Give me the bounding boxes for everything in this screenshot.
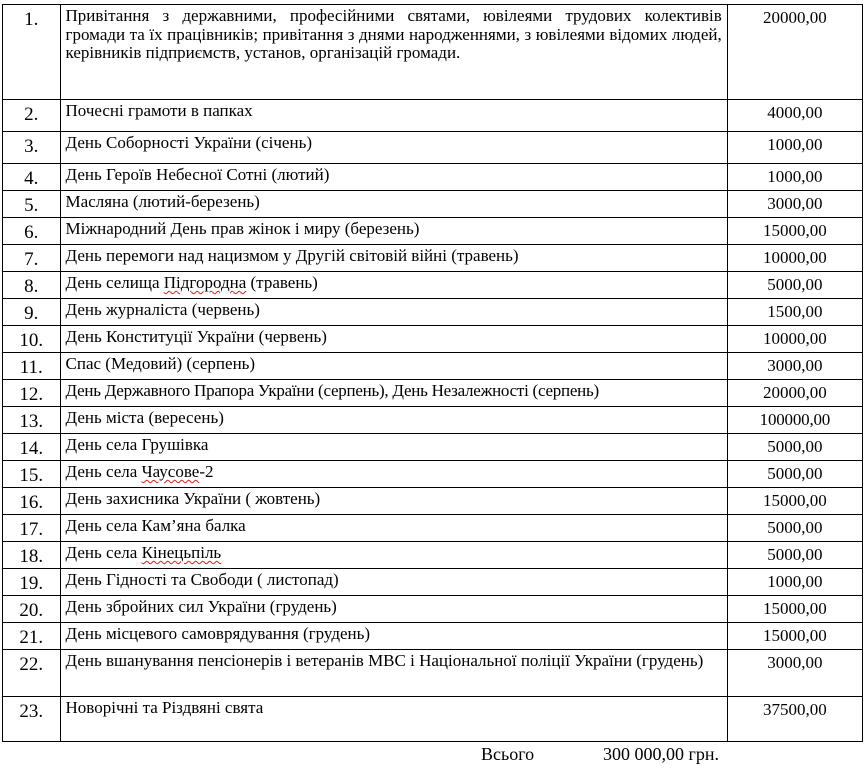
table-row	[3, 353, 863, 380]
table-row	[3, 191, 863, 218]
table-row	[3, 272, 863, 299]
table-row	[3, 650, 863, 697]
row-number: 2.	[3, 100, 61, 132]
row-amount: 20000,00	[727, 380, 862, 407]
row-amount: 5000,00	[727, 461, 862, 488]
table-row	[3, 218, 863, 245]
row-amount: 10000,00	[727, 326, 862, 353]
row-amount: 3000,00	[727, 353, 862, 380]
table-row	[3, 488, 863, 515]
row-title-prefix: День села	[65, 543, 142, 562]
row-number: 11.	[3, 353, 61, 380]
table-row	[3, 407, 863, 434]
table-row	[3, 515, 863, 542]
total-label: Всього	[481, 744, 535, 764]
row-title: День захисника України ( жовтень)	[60, 488, 727, 515]
row-amount: 3000,00	[727, 650, 862, 697]
row-number: 12.	[3, 380, 61, 407]
row-amount: 15000,00	[727, 623, 862, 650]
row-amount: 37500,00	[727, 697, 862, 742]
row-title	[60, 272, 727, 299]
row-amount: 5000,00	[727, 272, 862, 299]
row-amount: 5000,00	[727, 542, 862, 569]
row-title: День Гідності та Свободи ( листопад)	[60, 569, 727, 596]
row-amount: 20000,00	[727, 5, 862, 100]
row-title: День міста (вересень)	[60, 407, 727, 434]
row-number: 5.	[3, 191, 61, 218]
row-amount: 4000,00	[727, 100, 862, 132]
row-number: 14.	[3, 434, 61, 461]
row-title: Масляна (лютий-березень)	[60, 191, 727, 218]
row-amount: 1000,00	[727, 569, 862, 596]
table-row	[3, 5, 863, 100]
table-row	[3, 299, 863, 326]
row-number: 13.	[3, 407, 61, 434]
row-title	[60, 542, 727, 569]
row-number: 10.	[3, 326, 61, 353]
row-title: Міжнародний День прав жінок і миру (березень)	[60, 218, 727, 245]
row-title: День Соборності України (січень)	[60, 132, 727, 164]
row-title: День Героїв Небесної Сотні (лютий)	[60, 164, 727, 191]
row-number: 7.	[3, 245, 61, 272]
row-title: Спас (Медовий) (серпень)	[60, 353, 727, 380]
row-title-suffix: (травень)	[246, 273, 318, 292]
row-amount: 1000,00	[727, 132, 862, 164]
row-amount: 100000,00	[727, 407, 862, 434]
row-number: 17.	[3, 515, 61, 542]
row-number: 22.	[3, 650, 61, 697]
row-title: День збройних сил України (грудень)	[60, 596, 727, 623]
row-title: День Конституції України (червень)	[60, 326, 727, 353]
row-title-prefix: День села	[65, 462, 142, 481]
table-row	[3, 326, 863, 353]
table-row	[3, 596, 863, 623]
table-row	[3, 461, 863, 488]
row-number: 3.	[3, 132, 61, 164]
row-number: 4.	[3, 164, 61, 191]
spellcheck-marked-word: Кінецьпіль	[141, 543, 222, 562]
table-row	[3, 380, 863, 407]
row-number: 6.	[3, 218, 61, 245]
row-amount: 3000,00	[727, 191, 862, 218]
row-title: День села Кам’яна балка	[60, 515, 727, 542]
row-title	[60, 461, 727, 488]
row-amount: 1500,00	[727, 299, 862, 326]
spellcheck-marked-word: Підгородна	[163, 273, 247, 292]
table-row	[3, 569, 863, 596]
row-title: День місцевого самоврядування (грудень)	[60, 623, 727, 650]
table-row	[3, 100, 863, 132]
row-number: 8.	[3, 272, 61, 299]
row-amount: 5000,00	[727, 434, 862, 461]
row-number: 9.	[3, 299, 61, 326]
row-number: 23.	[3, 697, 61, 742]
row-title: Новорічні та Різдвяні свята	[60, 697, 727, 742]
row-amount: 10000,00	[727, 245, 862, 272]
row-number: 16.	[3, 488, 61, 515]
row-title: Привітання з державними, професійними святами, ювілеями трудових колективів громади та їх працівників; привітання з днями народженнями, з ювілеями відомих людей, керівників підприємств, установ, організацій громади.	[60, 5, 727, 100]
row-title: День журналіста (червень)	[60, 299, 727, 326]
row-title: День вшанування пенсіонерів і ветеранів МВС і Національної поліції України (грудень)	[60, 650, 727, 697]
row-title-suffix: -2	[199, 462, 214, 481]
row-number: 21.	[3, 623, 61, 650]
table-row	[3, 132, 863, 164]
row-amount: 15000,00	[727, 218, 862, 245]
table-row	[3, 245, 863, 272]
row-number: 19.	[3, 569, 61, 596]
row-number: 1.	[3, 5, 61, 100]
spellcheck-marked-word: Чаусове	[141, 462, 200, 481]
row-title: День села Грушівка	[60, 434, 727, 461]
table-row	[3, 623, 863, 650]
row-number: 15.	[3, 461, 61, 488]
row-title: Почесні грамоти в папках	[60, 100, 727, 132]
row-title: День перемоги над нацизмом у Другій світовій війні (травень)	[60, 245, 727, 272]
row-amount: 5000,00	[727, 515, 862, 542]
row-number: 20.	[3, 596, 61, 623]
table-row	[3, 434, 863, 461]
table-row	[3, 164, 863, 191]
total-value: 300 000,00 грн.	[603, 744, 720, 764]
budget-table	[2, 4, 863, 742]
row-number: 18.	[3, 542, 61, 569]
table-row	[3, 697, 863, 742]
row-amount: 15000,00	[727, 596, 862, 623]
row-amount: 1000,00	[727, 164, 862, 191]
table-row	[3, 542, 863, 569]
row-amount: 15000,00	[727, 488, 862, 515]
row-title-prefix: День селища	[65, 273, 164, 292]
row-title: День Державного Прапора України (серпень), День Незалежності (серпень)	[60, 380, 727, 407]
